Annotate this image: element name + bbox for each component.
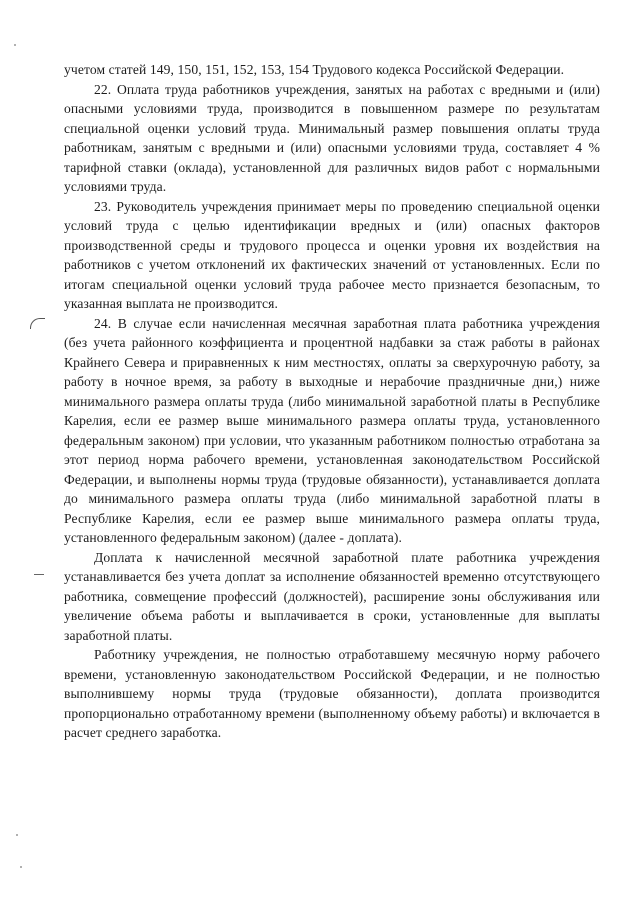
document-body	[64, 60, 600, 743]
margin-pen-mark	[30, 318, 45, 329]
scan-speck	[14, 44, 16, 46]
paragraph-24: 24. В случае если начисленная месячная заработная плата работника учреждения (без учета районного коэффициента и процентной надбавки за стаж работы в районах Крайнего Севера и приравненных к ним местностях, оплаты за сверхурочную работу, за работу в ночное время, за работу в выходные и нерабочие праздничные дни,) ниже минимального размера оплаты труда (либо минимальной заработной платы в Республике Карелия, если ее размер выше минимального размера оплаты труда, установленного федеральным законом) при условии, что указанным работником полностью отработана за этот период норма рабочего времени, установленная законодательством Российской Федерации, и выполнены нормы труда (трудовые обязанности), устанавливается доплата до минимального размера оплаты труда (либо минимальной заработной платы в Республике Карелия, если ее размер выше минимального размера оплаты труда, установленного федеральным законом) (далее - доплата).	[64, 315, 600, 545]
paragraph-partial-work: Работнику учреждения, не полностью отработавшему месячную норму рабочего времени, установленную законодательством Российской Федерации, и не полностью выполнившему нормы труда (трудовые обязанности), доплата производится пропорционально отработанному времени (выполненному объему работы) и включается в расчет среднего заработка.	[64, 647, 600, 740]
paragraph-22: 22. Оплата труда работников учреждения, занятых на работах с вредными и (или) опасными условиями труда, производится в повышенном размере по результатам специальной оценки условий труда. Минимальный размер повышения оплаты труда работникам, занятым с вредными и (или) опасными условиями труда, составляет 4 % тарифной ставки (оклада), установленной для различных видов работ с нормальными условиями труда.	[64, 81, 600, 194]
paragraph-23: 23. Руководитель учреждения принимает меры по проведению специальной оценки условий труда с целью идентификации вредных и (или) опасных факторов производственной среды и трудового процесса и оценки уровня их воздействия на работников с учетом отклонений их фактических значений от установленных. Если по итогам специальной оценки условий труда рабочее место признается безопасным, то указанная выплата не производится.	[64, 198, 600, 311]
scan-speck	[16, 834, 18, 836]
paragraph-continuation: учетом статей 149, 150, 151, 152, 153, 154 Трудового кодекса Российской Федерации.	[64, 62, 565, 77]
paragraph-doplata: Доплата к начисленной месячной заработной плате работника учреждения устанавливается без учета доплат за исполнение обязанностей временно отсутствующего работника, совмещение профессий (должностей), расширение зоны обслуживания или увеличение объема работы и выплачивается в сроки, установленные для выплаты заработной платы.	[64, 549, 600, 643]
scan-speck	[20, 866, 22, 868]
margin-pen-mark	[34, 574, 44, 575]
